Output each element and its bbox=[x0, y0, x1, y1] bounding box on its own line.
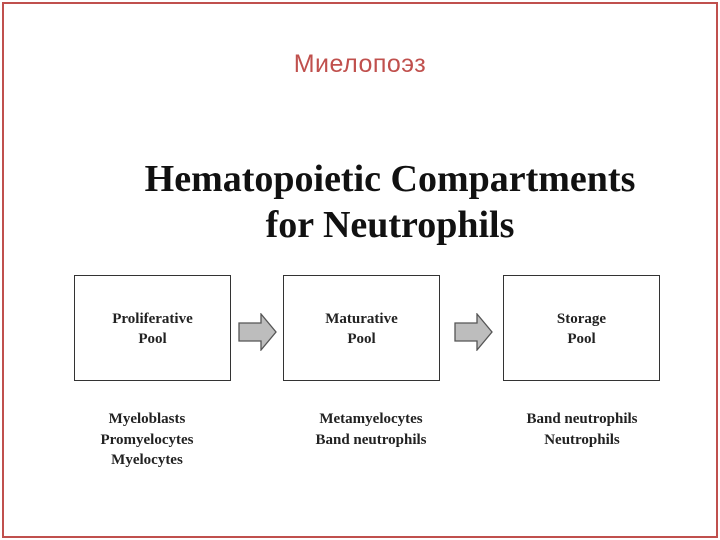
cell-type: Band neutrophils bbox=[526, 411, 638, 427]
storage-pool-box bbox=[503, 275, 660, 381]
slide-title: Миелопоэз bbox=[293, 50, 427, 78]
proliferative-pool-box bbox=[74, 275, 231, 381]
diagram-heading-line-2: for Neutrophils bbox=[265, 204, 515, 246]
cell-type: Band neutrophils bbox=[315, 431, 427, 448]
diagram-heading-line-1: Hematopoietic Compartments bbox=[144, 158, 636, 200]
pool-name-line-2: Pool bbox=[138, 331, 167, 347]
maturative-cell-list bbox=[276, 409, 466, 450]
pool-name-line-1: Proliferative bbox=[112, 311, 193, 327]
right-arrow-icon bbox=[238, 313, 278, 351]
cell-type: Promyelocytes bbox=[100, 431, 194, 448]
pool-name-line-2: Pool bbox=[567, 331, 596, 347]
pool-name-line-1: Storage bbox=[556, 311, 607, 327]
proliferative-cell-list bbox=[52, 409, 242, 471]
cell-type: Myeloblasts bbox=[108, 411, 186, 427]
pool-name-line-1: Maturative bbox=[325, 311, 398, 327]
storage-cell-list bbox=[487, 409, 677, 450]
right-arrow-icon bbox=[454, 313, 494, 351]
cell-type: Metamyelocytes bbox=[319, 411, 423, 427]
cell-type: Neutrophils bbox=[544, 431, 620, 448]
maturative-pool-box bbox=[283, 275, 440, 381]
cell-type: Myelocytes bbox=[111, 452, 183, 468]
pool-name-line-2: Pool bbox=[347, 331, 376, 347]
